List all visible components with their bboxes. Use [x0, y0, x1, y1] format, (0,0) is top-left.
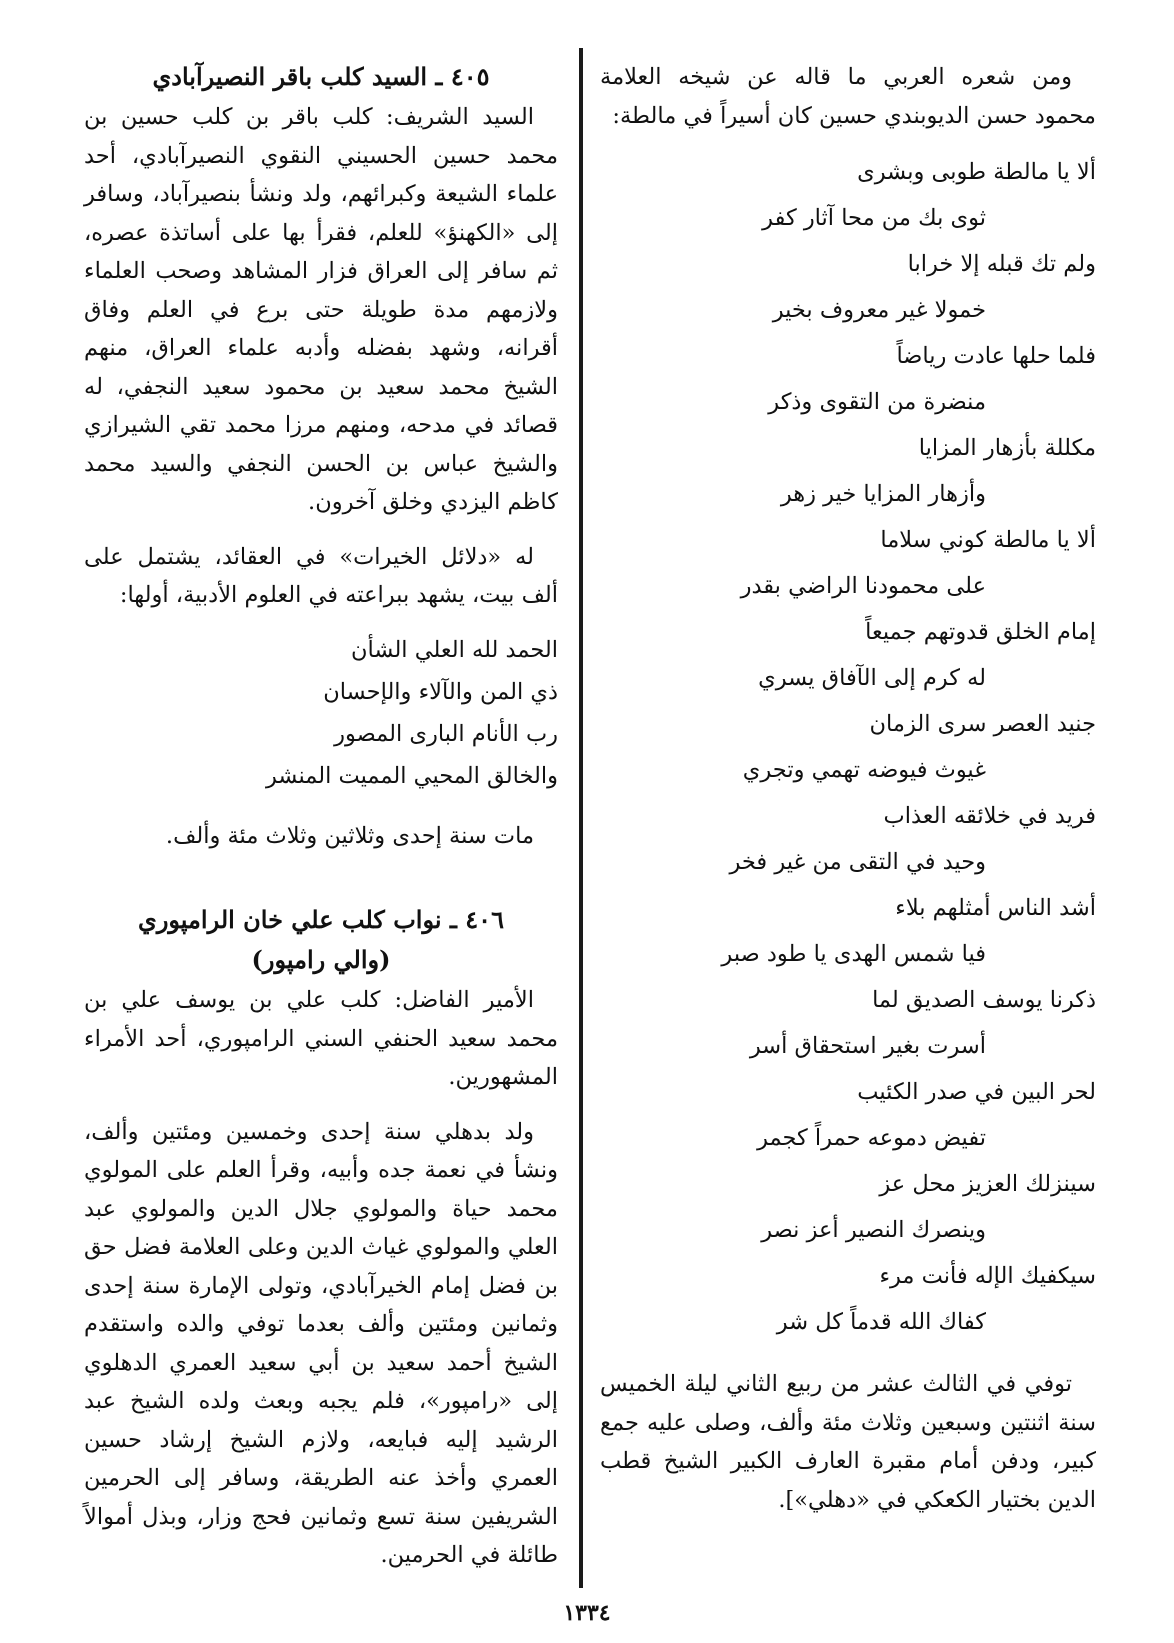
verse-line: لحر البين في صدر الكئيب — [857, 1079, 1096, 1105]
verse-line: وحيد في التقى من غير فخر — [729, 849, 986, 875]
verse-line: رب الأنام البارى المصور — [334, 720, 558, 747]
verse-line: على محمودنا الراضي بقدر — [740, 573, 986, 599]
verse-line: أشد الناس أمثلهم بلاء — [895, 895, 1096, 921]
verse-line: كفاك الله قدماً كل شر — [776, 1309, 986, 1335]
verse-line: غيوث فيوضه تهمي وتجري — [742, 757, 986, 783]
entry-405-bio: السيد الشريف: كلب باقر بن كلب حسين بن محمد حسين الحسيني النقوي النصيرآبادي، أحد علماء الشيعة وكبرائهم، ولد ونشأ بنصيرآباد، وسافر إلى «الكهنؤ» للعلم، فقرأ بها على أساتذة عصره، ثم سافر إلى العراق فزار المشاهد وصحب العلماء ولازمهم مدة طويلة حتى برع في العلم وفاق أقرانه، وشهد بفضله وأدبه علماء العراق، منهم الشيخ محمد سعيد بن محمود سعيد النجفي، له قصائد في مدحه، ومنهم مرزا محمد تقي الشيرازي والشيخ عباس بن الحسن النجفي والسيد محمد كاظم اليزدي وخلق آخرون. — [84, 104, 558, 515]
verse-line: فلما حلها عادت رياضاً — [896, 343, 1096, 369]
verse-line: وأزهار المزايا خير زهر — [780, 481, 986, 507]
column-divider — [579, 48, 583, 1588]
left-column — [84, 58, 558, 1591]
entry-406-life: ولد بدهلي سنة إحدى وخمسين ومئتين وألف، ونشأ في نعمة جده وأبيه، وقرأ العلم على المولوي محمد حياة والمولوي جلال الدين والمولوي عبد العلي والمولوي غياث الدين وعلى العلامة فضل حق بن فضل إمام الخيرآبادي، وتولى الإمارة سنة إحدى وثمانين ومئتين وألف بعدما توفي والده واستقدم الشيخ أحمد سعيد بن أبي سعيد العمري الدهلوي إلى «رامپور»، فلم يجبه وبعث ولده الشيخ عبد الرشيد إليه فبايعه، ولازم الشيخ إرشاد حسين العمري وأخذ عنه الطريقة، وسافر إلى الحرمين الشريفين سنة تسع وثمانين فحج وزار، وبذل أموالاً طائلة في الحرمين. — [84, 1118, 558, 1568]
right-column — [600, 58, 1096, 1535]
entry-405-death: مات سنة إحدى وثلاثين وثلاث مئة وألف. — [165, 822, 534, 849]
verse-line: ولم تك قبله إلا خرابا — [907, 251, 1096, 277]
verse-line: فيا شمس الهدى يا طود صبر — [721, 941, 986, 967]
verse-line: جنيد العصر سرى الزمان — [869, 711, 1096, 737]
verse-line: ذي المن والآلاء والإحسان — [323, 678, 558, 705]
entry-405-poem — [84, 629, 558, 797]
verse-line: ذكرنا يوسف الصديق لما — [872, 987, 1096, 1013]
verse-line: سيكفيك الإله فأنت مرء — [879, 1263, 1096, 1289]
verse-line: وينصرك النصير أعز نصر — [761, 1217, 986, 1243]
poem-intro: ومن شعره العربي ما قاله عن شيخه العلامة محمود حسن الديوبندي حسين كان أسيراً في مالطة: — [600, 64, 1096, 129]
verse-line: خمولا غير معروف بخير — [772, 297, 986, 323]
entry-406-heading: ٤٠٦ ـ نواب كلب علي خان الرامپوري — [138, 905, 504, 934]
verse-line: أسرت بغير استحقاق أسر — [749, 1033, 986, 1059]
entry-405-heading: ٤٠٥ ـ السيد كلب باقر النصيرآبادي — [152, 62, 490, 91]
verse-line: منضرة من التقوى وذكر — [768, 389, 986, 415]
verse-line: سينزلك العزيز محل عز — [879, 1171, 1096, 1197]
malta-poem — [600, 149, 1096, 1345]
death-paragraph: توفي في الثالث عشر من ربيع الثاني ليلة الخميس سنة اثنتين وسبعين وثلاث مئة وألف، وصلى عليه جمع كبير، ودفن أمام مقبرة العارف الكبير الشيخ قطب الدين بختيار الكعكي في «دهلي»]. — [600, 1371, 1096, 1513]
verse-line: الحمد لله العلي الشأن — [351, 636, 558, 663]
verse-line: مكللة بأزهار المزايا — [918, 435, 1096, 461]
verse-line: فريد في خلائقه العذاب — [883, 803, 1096, 829]
entry-406-bio: الأمير الفاضل: كلب علي بن يوسف علي بن محمد سعيد الحنفي السني الرامپوري، أحد الأمراء المشهورين. — [84, 987, 558, 1090]
entry-405-works: له «دلائل الخيرات» في العقائد، يشتمل على ألف بيت، يشهد ببراعته في العلوم الأدبية، أولها: — [84, 543, 558, 608]
verse-line: له كرم إلى الآفاق يسري — [758, 665, 986, 691]
verse-line: ألا يا مالطة طوبى وبشرى — [857, 159, 1096, 185]
verse-line: والخالق المحيي المميت المنشر — [265, 762, 558, 789]
verse-line: تفيض دموعه حمراً كجمر — [757, 1125, 986, 1151]
verse-line: ألا يا مالطة كوني سلاما — [880, 527, 1096, 553]
page-number: ١٣٣٤ — [563, 1600, 611, 1626]
verse-line: ثوى بك من محا آثار كفر — [762, 205, 986, 231]
verse-line: إمام الخلق قدوتهم جميعاً — [865, 619, 1096, 645]
entry-406-subheading: (والي رامپور) — [251, 945, 391, 974]
